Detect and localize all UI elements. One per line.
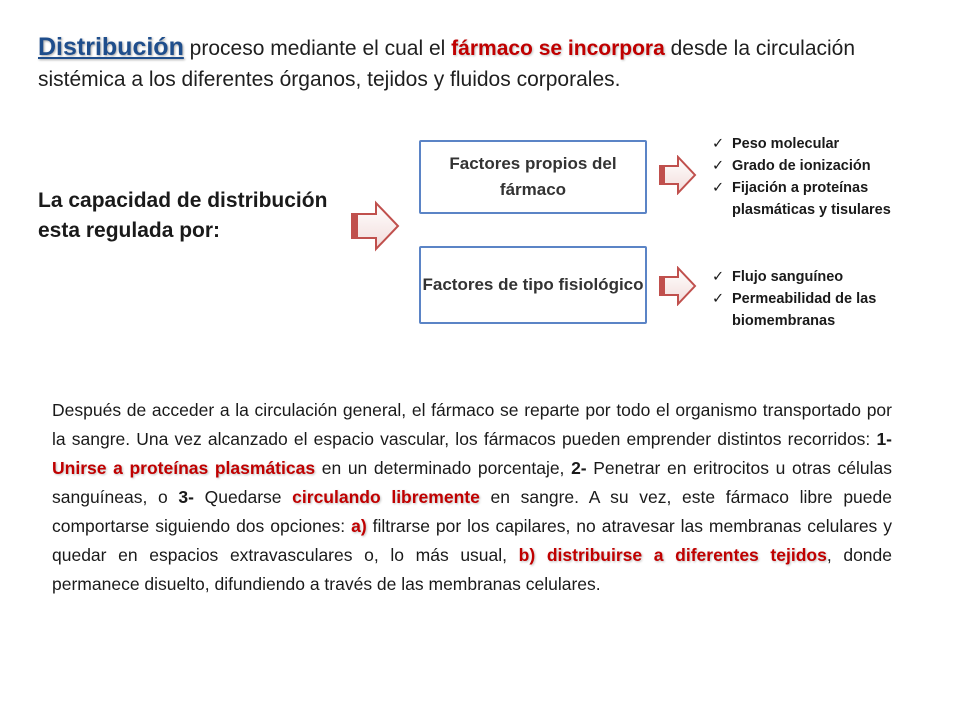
checklist-item: ✓ Fijación a proteínas plasmáticas y tisulares <box>712 177 947 221</box>
checklist-item: ✓ Permeabilidad de las biomembranas <box>712 288 912 332</box>
factor-box-propios <box>419 140 647 214</box>
checklist-item: ✓ Grado de ionización <box>712 155 947 177</box>
arrow-fisiologico-icon <box>658 266 698 306</box>
intro-highlight: fármaco se incorpora <box>451 37 665 60</box>
checklist-item: ✓ Peso molecular <box>712 133 947 155</box>
highlight-proteinas: Unirse a proteínas plasmáticas <box>52 458 316 478</box>
highlight-circulando: circulando libremente <box>292 487 480 507</box>
checklist-item: ✓ Flujo sanguíneo <box>712 266 912 288</box>
factor-box-propios-label: Factores propios del fármaco <box>449 154 617 199</box>
factor-box-fisiologico-label: Factores de tipo fisiológico <box>422 275 644 294</box>
arrow-propios-icon <box>658 155 698 195</box>
body-paragraph: Después de acceder a la circulación general, el fármaco se reparte por todo el organismo transportado por la sangre. Una vez alcanzado el espacio vascular, los fármacos pueden emprender distintos recorridos: 1- Unirse a proteínas plasmáticas en un determinado porcentaje, 2- Penetrar en eritrocitos u otras células sanguíneas, o 3- Quedarse circulando libremente en sangre. A su vez, este fármaco libre puede comportarse siguiendo dos opciones: a) filtrarse por los capilares, no atravesar las membranas celulares y quedar en espacios extravasculares o, lo más usual, b) distribuirse a diferentes tejidos, donde permanece disuelto, difundiendo a través de las membranas celulares. <box>52 400 892 594</box>
step-1: 1- <box>876 429 892 449</box>
check-icon: ✓ <box>712 136 725 152</box>
check-icon: ✓ <box>712 158 725 174</box>
main-arrow-icon <box>350 200 402 252</box>
factor-box-fisiologico <box>419 246 647 324</box>
highlight-opcion-b: b) distribuirse a diferentes tejidos <box>518 545 827 565</box>
check-icon: ✓ <box>712 269 725 285</box>
intro-text-before: proceso mediante el cual el <box>183 37 452 60</box>
checklist-fisiologico <box>712 266 912 332</box>
capacidad-label: La capacidad de distribución esta regulada por: <box>38 189 328 242</box>
step-3: 3- <box>178 487 194 507</box>
term-distribucion: Distribución <box>38 33 184 61</box>
check-icon: ✓ <box>712 180 725 196</box>
intro-definition <box>38 32 928 95</box>
intro-text-after: desde la circulación sistémica a los diferentes órganos, tejidos y fluidos corporales. <box>38 37 856 91</box>
step-2: 2- <box>571 458 587 478</box>
highlight-opcion-a: a) <box>351 516 367 536</box>
check-icon: ✓ <box>712 291 725 307</box>
checklist-propios <box>712 133 947 221</box>
